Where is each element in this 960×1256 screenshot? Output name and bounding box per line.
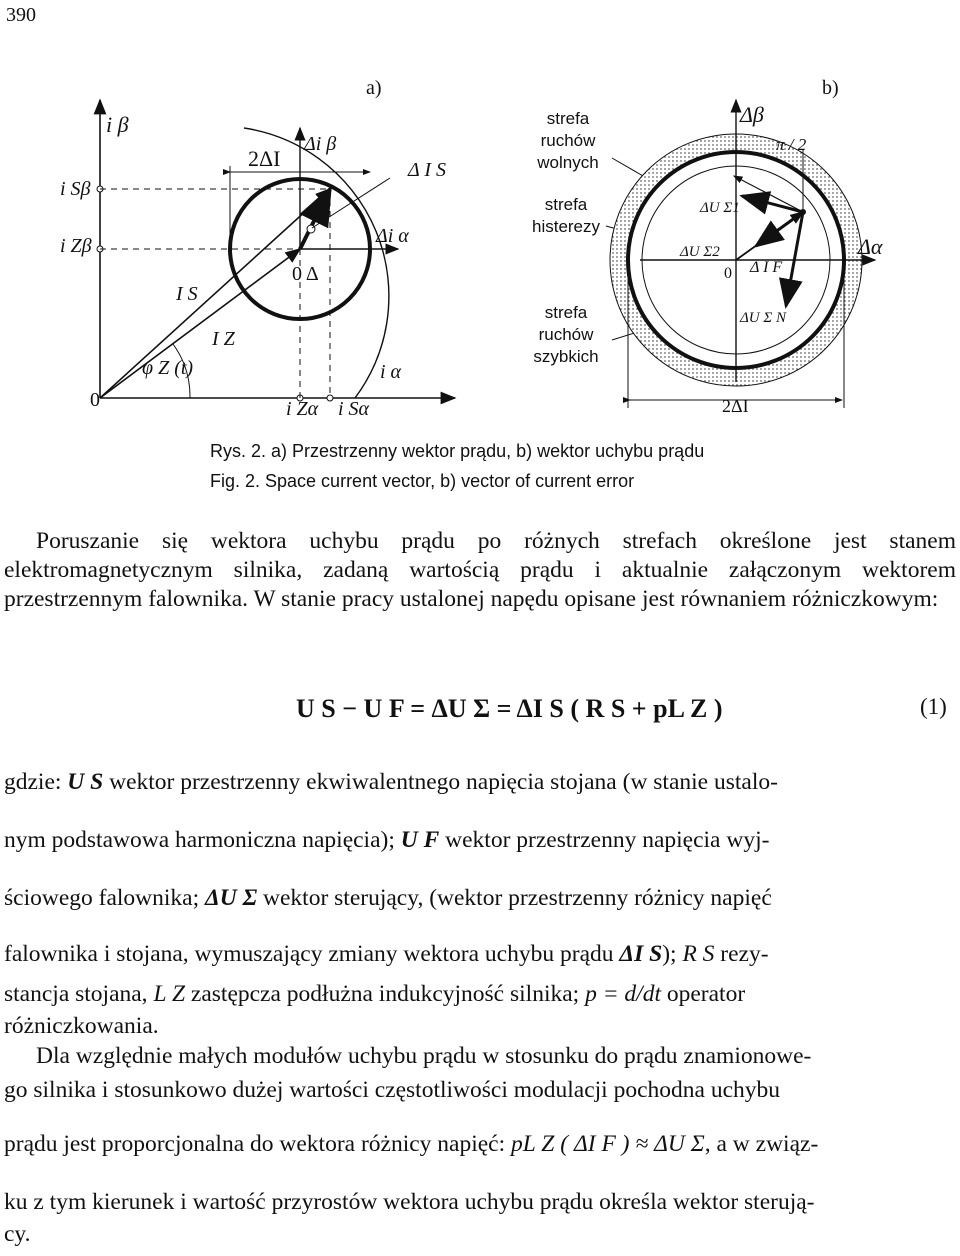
label-delta-ibeta: Δi β [304,133,337,155]
label-i-zalpha: i Zα [286,398,319,420]
equation-number: (1) [920,694,947,719]
p2-line-3 [4,1130,956,1159]
symbol-UF-1: U F [400,827,440,853]
paragraph-1: Poruszanie się wektora uchybu prądu po różnych strefach określone jest stanem elektromagnetycznym silnika, zadaną wartością prądu i aktualnie załączonym wektorem przestrzennym falownika. W stanie pracy ustalonej napędu opisane jest równaniem różniczkowym: [4,528,956,612]
label-IS: I S [176,283,198,305]
panel-a [60,77,455,420]
label-dI-F: Δ I F [750,259,783,276]
vector-IZ [100,249,300,398]
label-phi: φ Z (t) [142,357,194,379]
label-zero-b: 0 [724,265,732,282]
symbol-US-1: U S [67,769,104,795]
where-line-4c: rezy- [720,941,769,967]
where-line-6: różniczkowania. [4,1013,159,1039]
vector-tip-circle [307,225,315,233]
equation-body: U S − U F = ΔU Σ = ΔI S ( R S + pL Z ) [296,694,723,723]
zone-fast-2: ruchów [538,325,594,344]
where-line-5b: zastępcza podłużna indukcyjność silnika; [190,981,580,1007]
label-pi-half: π / 2 [776,135,807,154]
label-2deltaI-b: 2ΔI [722,396,749,416]
where-line-4a: falownika i stojana, wymuszający zmiany wektora uchybu prądu [4,941,614,967]
caption-pl: Rys. 2. a) Przestrzenny wektor prądu, b) wektor uchybu prądu [210,441,705,461]
label-zero-delta: 0 Δ [292,263,319,285]
zone-fast-1: strefa [544,303,588,322]
where-prefix: gdzie: [4,769,62,795]
where-line-5a: stancja stojana, [4,981,148,1007]
where-line-5 [4,980,956,1009]
zone-free-1: strefa [546,109,590,128]
p2-line-5: cy. [4,1221,31,1247]
p2-line-3c: , a w związ- [704,1131,819,1157]
label-delta-beta: Δβ [740,102,764,127]
symbol-RS: R S [682,941,715,967]
label-delta-IS: Δ I S [408,159,447,181]
where-line-4b: ); [662,941,677,967]
label-IZ: I Z [212,328,235,350]
equation-1 [296,694,722,724]
where-line-2 [4,826,956,855]
zone-hyst-1: strefa [544,195,588,214]
label-delta-alpha: Δα [858,234,883,259]
zone-fast-3: szybkich [533,347,599,366]
where-line-3 [4,884,956,913]
label-delta-ialpha: Δi α [376,225,409,247]
label-2deltaI-a: 2ΔI [248,146,281,171]
p2-line-1: Dla względnie małych modułów uchybu prądu w stosunku do prądu znamionowe- [36,1043,812,1069]
zone-free-3: wolnych [537,153,599,172]
label-ialpha: i α [380,361,402,383]
caption-en: Fig. 2. Space current vector, b) vector of current error [210,471,635,491]
symbol-LZ: L Z [153,981,186,1007]
zone-hyst-2: histerezy [531,217,601,236]
p2-line-2: go silnika i stosunkowo dużej wartości częstotliwości modulacji pochodna uchybu [4,1077,781,1103]
p2-line-4: ku z tym kierunek i wartość przyrostów wektora uchybu prądu określa wektor sterują- [4,1189,815,1215]
label-dU-sigma2: ΔU Σ2 [680,244,720,260]
page-number: 390 [6,4,36,26]
where-line-1 [4,768,956,797]
where-line-2a: nym podstawowa harmoniczna napięcia); [4,827,395,853]
label-i-salpha: i Sα [338,398,370,420]
label-origin-a: 0 [90,389,100,411]
symbol-dIS: ΔI S [619,941,663,967]
where-line-1-text: wektor przestrzenny ekwiwalentnego napięcia stojana (w stanie ustalo- [109,769,778,795]
p2-line-3a: prądu jest proporcjonalna do wektora różnicy napięć: [4,1131,506,1157]
p2-formula: pL Z ( ΔI F ) ≈ ΔU Σ [511,1131,705,1157]
symbol-dUsigma-1: ΔU Σ [205,885,258,911]
where-line-2b: wektor przestrzenny napięcia wyj- [445,827,770,853]
label-i-sbeta: i Sβ [60,178,91,200]
figure-2 [0,0,960,440]
panel-a-label: a) [366,77,382,99]
y-axis-label: i β [106,112,129,137]
symbol-p-ddt: p = d/dt [585,981,661,1007]
where-line-3a: ściowego falownika; [4,885,200,911]
where-line-4 [4,940,956,969]
where-line-3b: wektor sterujący, (wektor przestrzenny różnicy napięć [263,885,772,911]
vector-IS [100,189,330,398]
panel-b-label: b) [822,77,839,99]
label-dU-sigma1: ΔU Σ1 [700,200,740,216]
panel-b [610,77,883,416]
zone-free-2: ruchów [540,131,596,150]
label-i-zbeta: i Zβ [60,235,92,257]
where-line-5d: operator [666,981,746,1007]
label-dU-sigmaN: ΔU Σ N [740,310,787,326]
